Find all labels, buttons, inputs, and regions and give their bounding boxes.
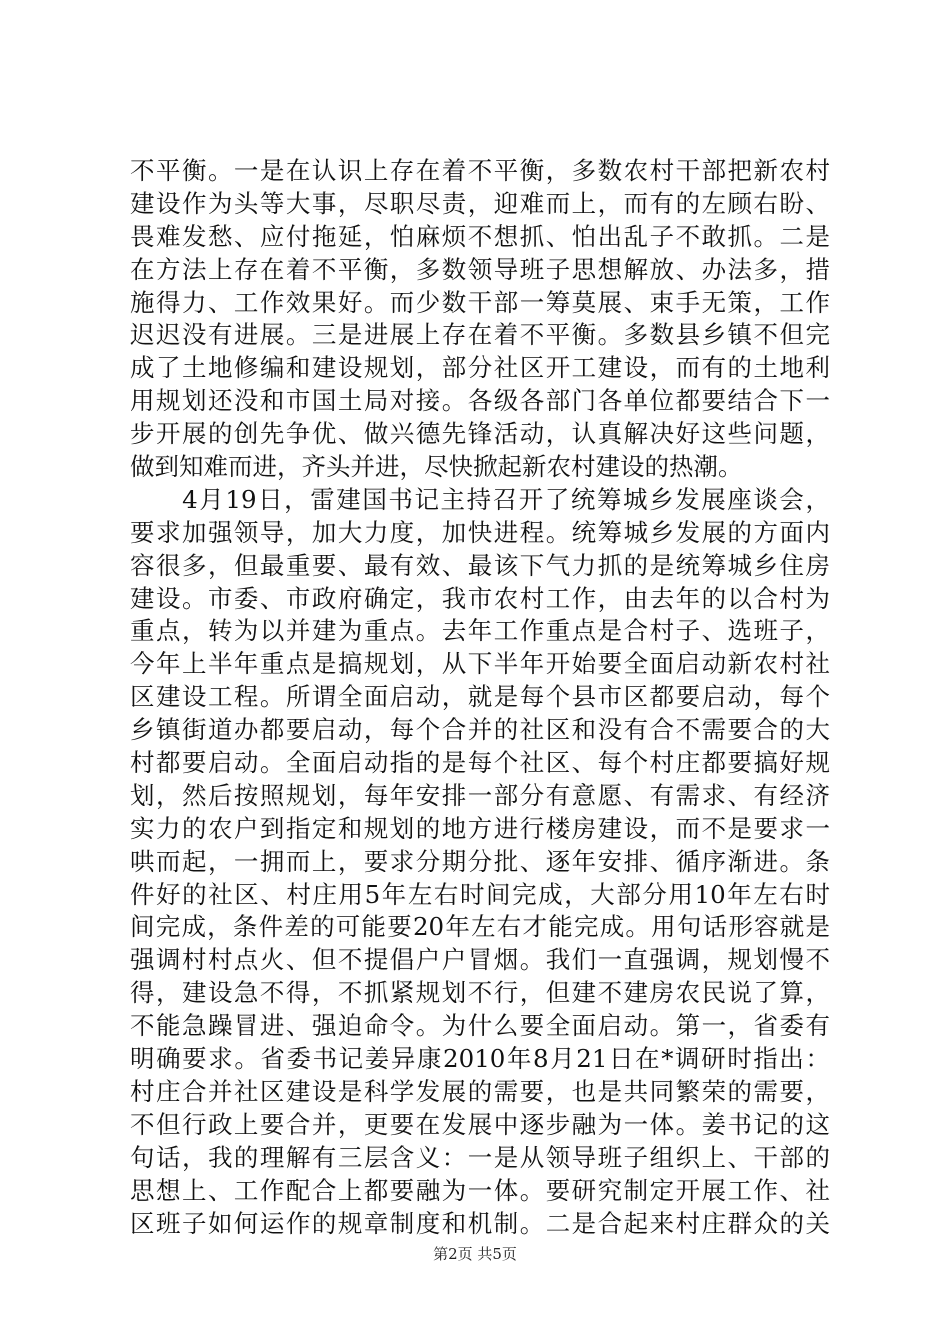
text-line: 畏难发愁、应付拖延，怕麻烦不想抓、怕出乱子不敢抓。二是 [130, 221, 830, 251]
text-line: 不但行政上要合并，更要在发展中逐步融为一体。姜书记的这 [130, 1109, 830, 1139]
text-line: 施得力、工作效果好。而少数干部一筹莫展、束手无策，工作 [130, 287, 830, 317]
text-line: 重点，转为以并建为重点。去年工作重点是合村子、选班子， [130, 616, 830, 646]
text-line: 思想上、工作配合上都要融为一体。要研究制定开展工作、社 [130, 1175, 830, 1205]
text-line: 得，建设急不得，不抓紧规划不行，但建不建房农民说了算， [130, 978, 830, 1008]
text-line: 村都要启动。全面启动指的是每个社区、每个村庄都要搞好规 [130, 748, 830, 778]
text-line: 建设作为头等大事，尽职尽责，迎难而上，而有的左顾右盼、 [130, 188, 830, 218]
text-line: 件好的社区、村庄用5年左右时间完成，大部分用10年左右时 [130, 879, 830, 909]
text-line: 不能急躁冒进、强迫命令。为什么要全面启动。第一，省委有 [130, 1011, 830, 1041]
text-line: 乡镇街道办都要启动，每个合并的社区和没有合不需要合的大 [130, 715, 830, 745]
page-footer: 第2页 共5页 [433, 1245, 517, 1263]
text-line: 步开展的创先争优、做兴德先锋活动，认真解决好这些问题， [130, 419, 830, 449]
text-line: 今年上半年重点是搞规划，从下半年开始要全面启动新农村社 [130, 649, 830, 679]
text-line: 强调村村点火、但不提倡户户冒烟。我们一直强调，规划慢不 [130, 945, 830, 975]
text-line: 用规划还没和市国土局对接。各级各部门各单位都要结合下一 [130, 386, 830, 416]
text-line: 成了土地修编和建设规划，部分社区开工建设，而有的土地利 [130, 353, 830, 383]
text-line: 在方法上存在着不平衡，多数领导班子思想解放、办法多，措 [130, 254, 830, 284]
text-line: 间完成，条件差的可能要20年左右才能完成。用句话形容就是 [130, 912, 830, 942]
text-line: 村庄合并社区建设是科学发展的需要，也是共同繁荣的需要， [130, 1076, 830, 1106]
text-line: 明确要求。省委书记姜异康2010年8月21日在*调研时指出： [130, 1044, 830, 1074]
text-line: 做到知难而进，齐头并进，尽快掀起新农村建设的热潮。 [130, 452, 743, 482]
text-line: 区班子如何运作的规章制度和机制。二是合起来村庄群众的关 [130, 1208, 830, 1238]
text-line: 建设。市委、市政府确定，我市农村工作，由去年的以合村为 [130, 583, 830, 613]
text-line: 实力的农户到指定和规划的地方进行楼房建设，而不是要求一 [130, 813, 830, 843]
text-line: 哄而起，一拥而上，要求分期分批、逐年安排、循序渐进。条 [130, 846, 830, 876]
text-line: 迟迟没有进展。三是进展上存在着不平衡。多数县乡镇不但完 [130, 320, 830, 350]
text-line: 不平衡。一是在认识上存在着不平衡，多数农村干部把新农村 [130, 156, 830, 185]
text-line: 4月19日，雷建国书记主持召开了统筹城乡发展座谈会， [130, 484, 830, 514]
text-line: 区建设工程。所谓全面启动，就是每个县市区都要启动，每个 [130, 682, 830, 712]
text-line: 容很多，但最重要、最有效、最该下气力抓的是统筹城乡住房 [130, 550, 830, 580]
document-body [130, 155, 830, 1240]
text-line: 划，然后按照规划，每年安排一部分有意愿、有需求、有经济 [130, 780, 830, 810]
text-line: 句话，我的理解有三层含义：一是从领导班子组织上、干部的 [130, 1142, 830, 1172]
text-line: 要求加强领导，加大力度，加快进程。统筹城乡发展的方面内 [130, 517, 830, 547]
